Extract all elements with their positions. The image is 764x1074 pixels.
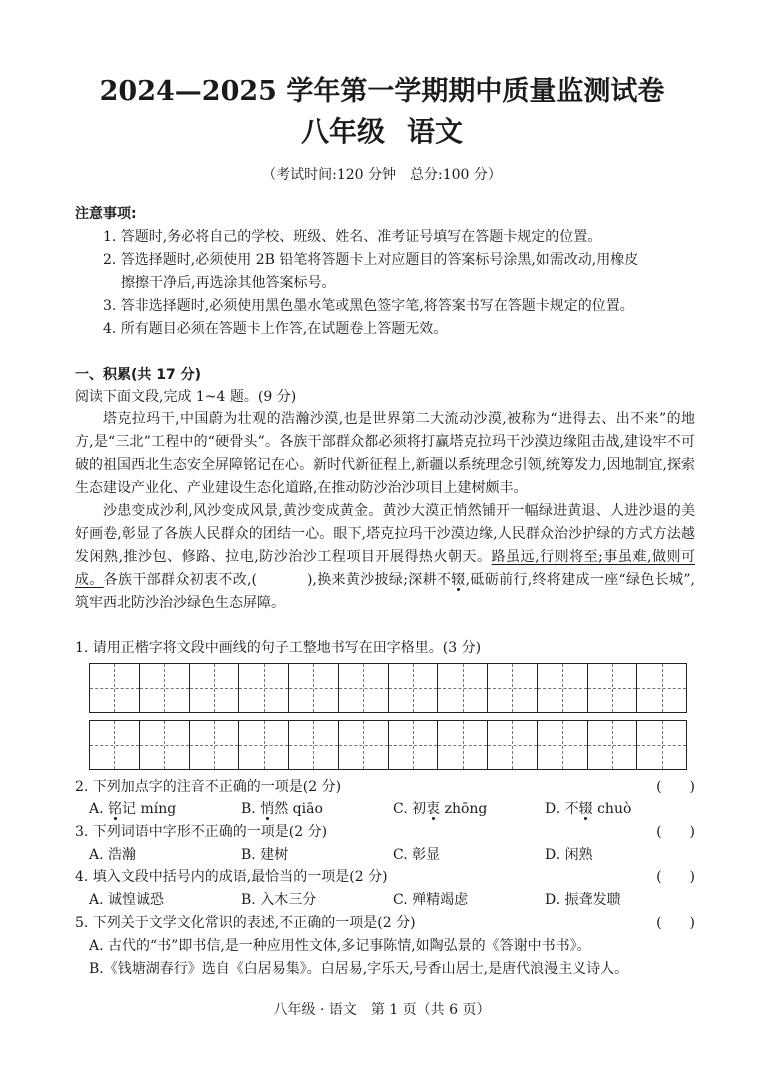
- question-3: [75, 821, 695, 843]
- grid-cell[interactable]: [538, 721, 588, 769]
- question-text: 1. 请用正楷字将文段中画线的句子工整地书写在田字格里。(3 分): [75, 640, 482, 656]
- grid-cell[interactable]: [438, 721, 488, 769]
- writing-grid-row-1[interactable]: [89, 663, 687, 713]
- dotted-char: 铭: [108, 801, 123, 817]
- page-footer: 八年级 · 语文 第 1 页（共 6 页）: [273, 1002, 491, 1018]
- section-heading: 一、积累(共 17 分): [75, 367, 202, 383]
- question-text: 2. 下列加点字的注音不正确的一项是(2 分): [75, 779, 342, 795]
- option-d[interactable]: D. 闲熟: [545, 847, 593, 863]
- passage-paragraph-1: 塔克拉玛干,中国蔚为壮观的浩瀚沙漠,也是世界第二大流动沙漠,被称为“进得去、出不来”的地方,是“三北”工程中的“硬骨头”。各族干部群众都必须将打赢塔克拉玛干沙漠边缘阻击战,建设牢不可破的祖国西北生态安全屏障铭记在心。新时代新征程上,新疆以系统理念引领,统筹发力,因地制宜,探索生态建设产业化、产业建设生态化道路,在推动防沙治沙项目上建树颇丰。: [75, 411, 695, 496]
- grade-label: 八年级: [300, 115, 385, 148]
- passage-text: ,砥砺前行,终将建成一座“绿色长城”,筑牢西北防沙治沙绿色生态屏障。: [75, 572, 695, 611]
- question-4: [75, 866, 695, 888]
- note-item: 3. 答非选择题时,必须使用黑色墨水笔或黑色签字笔,将答案书写在答题卡规定的位置。: [103, 298, 634, 314]
- option-c[interactable]: C. 初衷 zhōng: [393, 801, 488, 817]
- grid-cell[interactable]: [488, 721, 538, 769]
- passage-text: ),换来黄沙披绿;深耕不: [306, 572, 452, 588]
- grid-cell[interactable]: [190, 721, 240, 769]
- grid-cell[interactable]: [588, 664, 638, 712]
- grid-cell[interactable]: [588, 721, 638, 769]
- answer-bracket[interactable]: ( ): [656, 824, 695, 840]
- question-5-option-b[interactable]: B.《钱塘湖春行》选自《白居易集》。白居易,字乐天,号香山居士,是唐代浪漫主义诗人。: [89, 961, 629, 977]
- option-a[interactable]: A. 诚惶诚恐: [89, 892, 165, 908]
- grid-cell[interactable]: [389, 664, 439, 712]
- question-1: [75, 637, 695, 659]
- notes-heading: 注意事项:: [75, 206, 137, 222]
- grid-cell[interactable]: [637, 721, 686, 769]
- question-text: 5. 下列关于文学文化常识的表述,不正确的一项是(2 分): [75, 915, 416, 931]
- grid-cell[interactable]: [90, 721, 140, 769]
- answer-bracket[interactable]: ( ): [656, 869, 695, 885]
- writing-grid-row-2[interactable]: [89, 720, 687, 770]
- question-5-option-a[interactable]: A. 古代的“书”即书信,是一种应用性文体,多记事陈情,如陶弘景的《答谢中书书》。: [89, 938, 591, 954]
- grid-cell[interactable]: [389, 721, 439, 769]
- grid-cell[interactable]: [289, 721, 339, 769]
- note-item-continued: 擦擦干净后,再选涂其他答案标号。: [121, 275, 336, 291]
- option-a[interactable]: A. 铭记 míng: [89, 801, 177, 817]
- notes-list: [103, 226, 703, 341]
- grid-cell[interactable]: [90, 664, 140, 712]
- question-text: 4. 填入文段中括号内的成语,最恰当的一项是(2 分): [75, 869, 388, 885]
- grid-cell[interactable]: [538, 664, 588, 712]
- question-text: 3. 下列词语中字形不正确的一项是(2 分): [75, 824, 328, 840]
- grid-cell[interactable]: [339, 664, 389, 712]
- option-d[interactable]: D. 不辍 chuò: [545, 801, 632, 817]
- grid-cell[interactable]: [190, 664, 240, 712]
- passage-text: 各族干部群众初衷不改,(: [103, 572, 257, 588]
- option-c[interactable]: C. 彰显: [393, 847, 441, 863]
- grid-cell[interactable]: [488, 664, 538, 712]
- passage-paragraph-2: [75, 500, 695, 615]
- exam-meta: （考试时间:120 分钟 总分:100 分）: [262, 167, 502, 183]
- option-d[interactable]: D. 振聋发聩: [545, 892, 621, 908]
- grid-cell[interactable]: [140, 721, 190, 769]
- option-b[interactable]: B. 建树: [241, 847, 289, 863]
- grid-cell[interactable]: [289, 664, 339, 712]
- question-2: [75, 776, 695, 798]
- exam-title: 2024—2025 学年第一学期期中质量监测试卷: [99, 76, 665, 107]
- reading-passage: [75, 408, 695, 615]
- option-a[interactable]: A. 浩瀚: [89, 847, 137, 863]
- grid-cell[interactable]: [239, 664, 289, 712]
- grid-cell[interactable]: [637, 664, 686, 712]
- passage-text: 沙患变成沙利,风沙变成风景,黄沙变成黄金。黄沙大漠正悄然铺开一幅绿进黄退、人进沙退的美好画卷,彰显了各族人民群众的团结一心。眼下,塔克拉玛干沙漠边缘,人民群众治沙护绿的方式方法越发闲熟,推沙包、修路、拉电,防沙治沙工程项目开展得热火朝天。: [75, 503, 695, 565]
- grid-cell[interactable]: [339, 721, 389, 769]
- note-item: 2. 答选择题时,必须使用 2B 铅笔将答题卡上对应题目的答案标号涂黑,如需改动,用橡皮: [103, 252, 639, 268]
- reading-instruction: 阅读下面文段,完成 1~4 题。(9 分): [75, 389, 297, 405]
- option-c[interactable]: C. 殚精竭虑: [393, 892, 469, 908]
- exam-subtitle: [0, 114, 764, 150]
- option-b[interactable]: B. 悄然 qiāo: [241, 801, 323, 817]
- grid-cell[interactable]: [239, 721, 289, 769]
- note-item: 1. 答题时,务必将自己的学校、班级、姓名、准考证号填写在答题卡规定的位置。: [103, 229, 602, 245]
- dotted-char: 悄: [260, 801, 275, 817]
- dotted-char: 辍: [451, 572, 466, 588]
- option-b[interactable]: B. 入木三分: [241, 892, 317, 908]
- dotted-char: 辍: [578, 801, 593, 817]
- question-5: [75, 912, 695, 934]
- answer-bracket[interactable]: ( ): [656, 915, 695, 931]
- subject-label: 语文: [407, 115, 464, 148]
- underlined-sentence: 路虽远,行则将至;事虽难,做则可成。: [75, 549, 695, 588]
- note-item: 4. 所有题目必须在答题卡上作答,在试题卷上答题无效。: [103, 321, 448, 337]
- dotted-char: 衷: [426, 801, 441, 817]
- grid-cell[interactable]: [438, 664, 488, 712]
- grid-cell[interactable]: [140, 664, 190, 712]
- answer-bracket[interactable]: ( ): [656, 779, 695, 795]
